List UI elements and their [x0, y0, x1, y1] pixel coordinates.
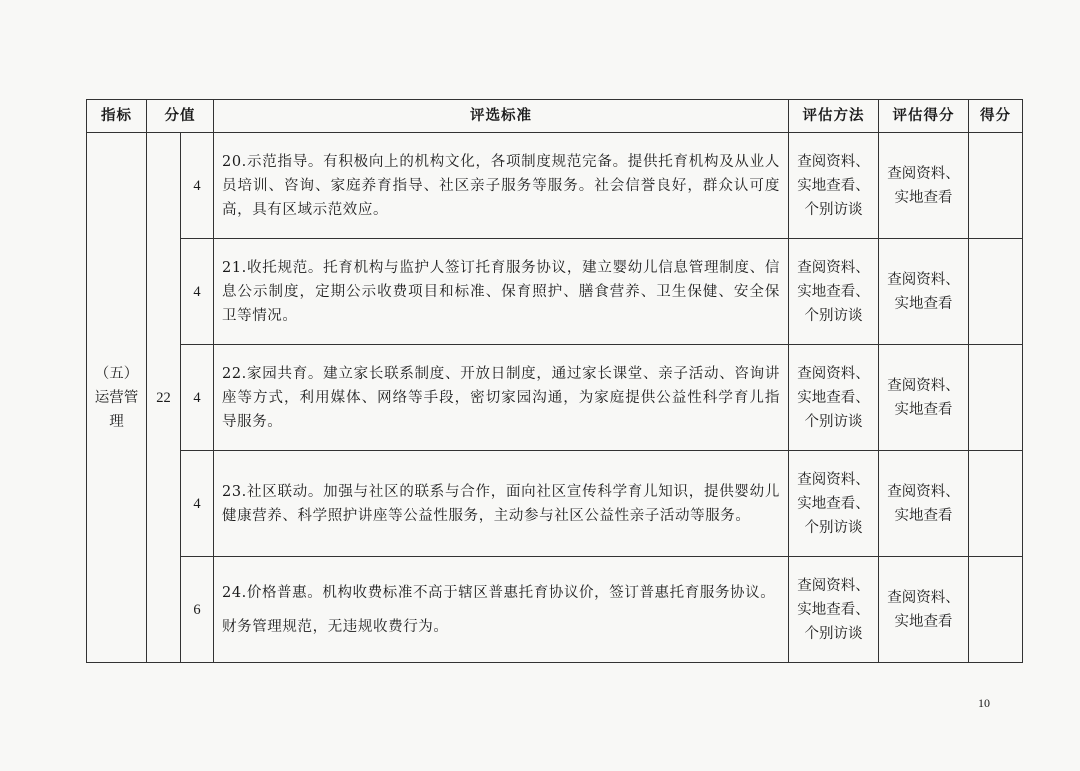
row-eval-score [879, 451, 969, 557]
method-line: 实地查看、 [797, 389, 870, 406]
row-score: 4 [181, 451, 214, 557]
method-line: 个别访谈 [804, 307, 863, 324]
table-row [87, 451, 1023, 557]
eval-line: 查阅资料、 [887, 589, 960, 606]
eval-line: 查阅资料、 [887, 165, 960, 182]
method-line: 查阅资料、 [797, 365, 870, 382]
method-line: 实地查看、 [797, 601, 870, 618]
header-score-value: 分值 [147, 100, 214, 133]
table-row [87, 557, 1023, 663]
header-indicator: 指标 [87, 100, 147, 133]
row-result-cell [969, 451, 1023, 557]
header-method: 评估方法 [789, 100, 879, 133]
indicator-line: （五） [94, 365, 139, 382]
evaluation-table [86, 99, 1023, 663]
table-header-row [87, 100, 1023, 133]
method-line: 实地查看、 [797, 177, 870, 194]
total-score-cell: 22 [147, 133, 181, 663]
method-line: 个别访谈 [804, 413, 863, 430]
method-line: 个别访谈 [804, 201, 863, 218]
method-line: 个别访谈 [804, 519, 863, 536]
table-row [87, 239, 1023, 345]
row-eval-score [879, 557, 969, 663]
eval-line: 查阅资料、 [887, 377, 960, 394]
row-method [789, 557, 879, 663]
method-line: 个别访谈 [804, 625, 863, 642]
row-eval-score [879, 239, 969, 345]
row-criteria [214, 557, 789, 663]
row-score: 4 [181, 345, 214, 451]
method-line: 查阅资料、 [797, 471, 870, 488]
row-result-cell [969, 557, 1023, 663]
table-row [87, 133, 1023, 239]
method-line: 实地查看、 [797, 495, 870, 512]
row-eval-score [879, 345, 969, 451]
header-eval-score: 评估得分 [879, 100, 969, 133]
row-eval-score [879, 133, 969, 239]
header-score: 得分 [969, 100, 1023, 133]
row-result-cell [969, 239, 1023, 345]
eval-line: 查阅资料、 [887, 271, 960, 288]
row-criteria: 22.家园共育。建立家长联系制度、开放日制度，通过家长课堂、亲子活动、咨询讲座等方式，利用媒体、网络等手段，密切家园沟通，为家庭提供公益性科学育儿指导服务。 [214, 345, 789, 451]
indicator-line: 理 [109, 413, 124, 430]
method-line: 查阅资料、 [797, 259, 870, 276]
row-score: 4 [181, 133, 214, 239]
method-line: 实地查看、 [797, 283, 870, 300]
method-line: 查阅资料、 [797, 577, 870, 594]
page-number: 10 [978, 696, 990, 710]
row-method [789, 239, 879, 345]
indicator-line: 运营管 [94, 389, 139, 406]
row-score: 4 [181, 239, 214, 345]
table-row [87, 345, 1023, 451]
row-method [789, 133, 879, 239]
eval-line: 实地查看 [894, 401, 953, 418]
criteria-line: 财务管理规范，无违规收费行为。 [222, 618, 449, 635]
eval-line: 实地查看 [894, 507, 953, 524]
eval-line: 实地查看 [894, 295, 953, 312]
eval-line: 实地查看 [894, 189, 953, 206]
header-criteria: 评选标准 [214, 100, 789, 133]
method-line: 查阅资料、 [797, 153, 870, 170]
row-method [789, 345, 879, 451]
indicator-cell [87, 133, 147, 663]
eval-line: 实地查看 [894, 613, 953, 630]
criteria-line: 24.价格普惠。机构收费标准不高于辖区普惠托育协议价，签订普惠托育服务协议。 [222, 584, 776, 601]
row-result-cell [969, 345, 1023, 451]
row-criteria: 23.社区联动。加强与社区的联系与合作，面向社区宣传科学育儿知识，提供婴幼儿健康营养、科学照护讲座等公益性服务，主动参与社区公益性亲子活动等服务。 [214, 451, 789, 557]
row-result-cell [969, 133, 1023, 239]
row-criteria: 21.收托规范。托育机构与监护人签订托育服务协议，建立婴幼儿信息管理制度、信息公示制度，定期公示收费项目和标准、保育照护、膳食营养、卫生保健、安全保卫等情况。 [214, 239, 789, 345]
row-method [789, 451, 879, 557]
eval-line: 查阅资料、 [887, 483, 960, 500]
row-criteria: 20.示范指导。有积极向上的机构文化，各项制度规范完备。提供托育机构及从业人员培训、咨询、家庭养育指导、社区亲子服务等服务。社会信誉良好，群众认可度高，具有区域示范效应。 [214, 133, 789, 239]
row-score: 6 [181, 557, 214, 663]
